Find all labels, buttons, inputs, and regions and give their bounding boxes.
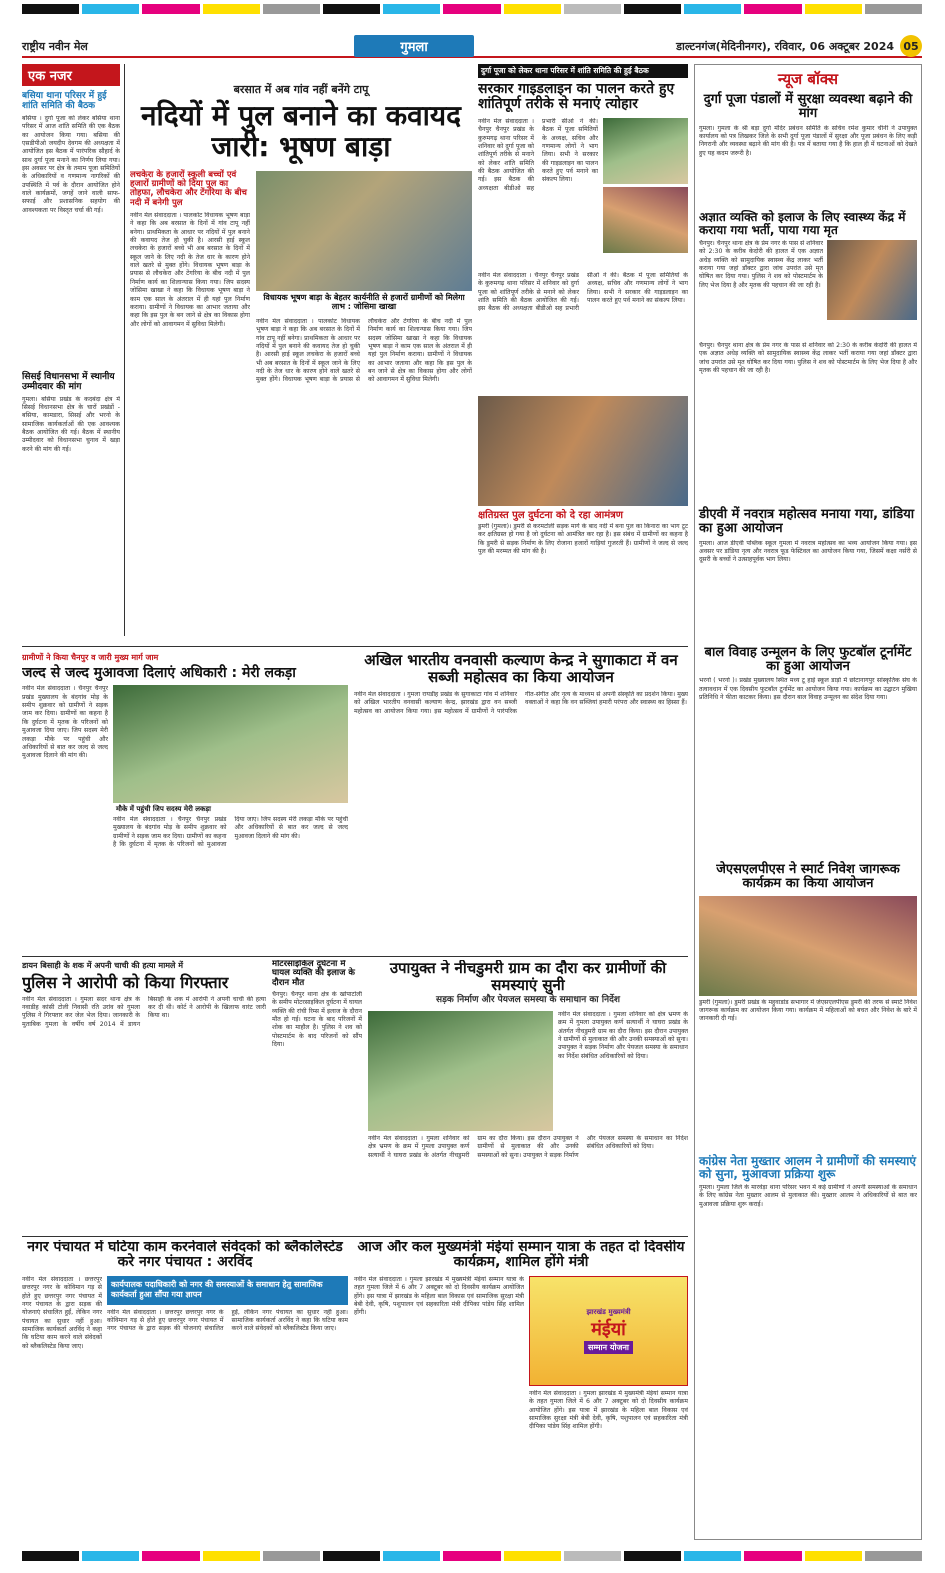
lead-photo-caption: विधायक भूषण बाड़ा के बेहतर कार्यनीति से हजारों ग्रामीणों को मिलेगा लाभ : जोसिमा खाखा [256, 291, 472, 314]
murder-story [22, 960, 266, 1234]
poster-line1: झारखंड मुख्यमंत्री [586, 1307, 631, 1316]
guideline-photo-2 [603, 187, 688, 253]
nb-item2-body-cont: चैनपुर। चैनपुर थाना क्षेत्र के प्रेम नगर के पास से शनिवार को 2:30 के करीब केदोरी की हालत में एक अज्ञात अधेड़ व्यक्ति को सामुदायिक स्वास्थ्य केंद्र लाकर भर्ती कराया गया जहां डॉक्टर द्वारा जांच उपरांत उसे मृत घोषित कर दिया गया। पुलिस ने शव को पोस्टमार्टम के लिए भेज दिया है और मृतक की पहचान की जा रही है। [699, 341, 917, 375]
murder-body: नवीन मेल संवाददाता । गुमला सदर थाना क्षेत्र के नवाडीह कांसी टोली निवासी रति उरांव को गुमला पुलिस ने गिरफ्तार कर जेल भेज दिया। जानकारी के मुताबिक गुमला के वर्षीय वर्ष 2014 में डायन बिसाही के शक में आरोपी ने अपनी चाची की हत्या कर दी थी। कोर्ट ने आरोपी के खिलाफ वारंट जारी किया था। [22, 995, 266, 1028]
cm-yatra-story [354, 1240, 688, 1540]
blacklist-story [22, 1240, 348, 1540]
compensation-photo [113, 685, 348, 803]
nb-item5-body: डुमरी (गुमला)। डुमरी प्रखंड के महुवाडांड सभागार में जेएसएलपीएस डुमरी की तरफ से स्मार्ट निवेश जागरूक कार्यक्रम का आयोजन किया गया। कार्यक्रम में महिलाओं को बचत और निवेश के बारे में जानकारी दी गई। [699, 998, 917, 1023]
nb-item5-headline: जेएसएलपीएस ने स्मार्ट निवेश जागरूक कार्यक्रम का किया आयोजन [716, 862, 900, 892]
page-masthead [22, 36, 922, 58]
section-divider [22, 646, 688, 647]
guideline-kicker: दुर्गा पूजा को लेकर थाना परिसर में शांति समिति की हुई बैठक [478, 64, 688, 78]
brief1-body: बसिया । दुर्गा पूजा को लेकर बसिया थाना परिसर में आज शांति समिति की एक बैठक का आयोजन किया गया। बसिया की एसडीपीओ जयदीप देवगम की अध्यक्षता में आयोजित इस बैठक में पारंपरिक सौहार्द के साथ दुर्गा पूजा मनाने का निर्णय लिया गया। इस अवसर पर क्षेत्र के तमाम पूजा समितियों के अधिकारियों व गणमान्य नागरिकों की उपस्थिति में पर्व के दौरान आयोजित होने वाले कार्यक्रमों, जगहें जाने वाली साफ-सफाई और प्रशासनिक सहयोग की आवश्यकता पर विस्तृत चर्चा की गई। [22, 114, 120, 214]
dc-body-cont: नवीन मेल संवाददाता । गुमला शनिवार को क्षेत्र भ्रमण के क्रम में गुमला उपायुक्त कर्ण सत्यार्थी ने घाघरा प्रखंड के अंतर्गत नीचडुमरी ग्राम का दौरा किया। इस दौरान उपायुक्त ने ग्रामीणों से मुलाकात की और उनकी समस्याओं को सुना। उपायुक्त ने सड़क निर्माण और पेयजल समस्या के समाधान का निर्देश संबंधित अधिकारियों को दिया। [368, 1134, 688, 1159]
nb-item4-body: भरनो ( भरनो )। प्रखंड मुख्यालय स्थित मध्य टू हाई स्कूल डाड़ो में छोटानागपुर सांस्कृतिक संघ के तत्वावधान में एक दिवसीय फुटबॉल टूर्नामेंट का आयोजन किया गया। कार्यक्रम का उद्घाटन मुखिया प्रतिनिधि ने फीता काटकर किया। इस दौरान बाल विवाह उन्मूलन का संदेश दिया गया। [699, 677, 917, 701]
cm-body-cont: नवीन मेल संवाददाता । गुमला झारखंड में मुख्यमंत्री मंईयां सम्मान यात्रा के तहत गुमला जिले में 6 और 7 अक्टूबर को दो दिवसीय कार्यक्रम आयोजित होंगे। इस यात्रा में झारखंड के महिला बाल विकास एवं सामाजिक सुरक्षा मंत्री बेबी देवी, कृषि, पशुपालन एवं सहकारिता मंत्री दीपिका पांडेय सिंह शामिल होंगी। [529, 1389, 688, 1431]
poster-line2: मंईयां [591, 1318, 626, 1340]
page-number-badge: 05 [900, 35, 922, 57]
guideline-headline: सरकार गाइडलाइन का पालन करते हुए शांतिपूर्ण तरीके से मनाएं त्योहार [478, 81, 675, 113]
nb-item2-body: चैनपुर। चैनपुर थाना क्षेत्र के प्रेम नगर के पास से शनिवार को 2:30 के करीब केदोरी की हालत में एक अज्ञात अधेड़ व्यक्ति को सामुदायिक स्वास्थ्य केंद्र लाकर भर्ती कराया गया जहां डॉक्टर द्वारा जांच उपरांत उसे मृत घोषित कर दिया गया। पुलिस ने शव को पोस्टमार्टम के लिए भेज दिया है और मृतक की पहचान की जा रही है। [699, 239, 823, 289]
dc-body: नवीन मेल संवाददाता । गुमला शनिवार को क्षेत्र भ्रमण के क्रम में गुमला उपायुक्त कर्ण सत्यार्थी ने घाघरा प्रखंड के अंतर्गत नीचडुमरी ग्राम का दौरा किया। इस दौरान उपायुक्त ने ग्रामीणों से मुलाकात की और उनकी समस्याओं को सुना। उपायुक्त ने सड़क निर्माण और पेयजल समस्या के समाधान का निर्देश संबंधित अधिकारियों को दिया। [558, 1010, 688, 1060]
cm-headline: आज और कल मुख्यमंत्री मंईयां सम्मान यात्रा के तहत दो दिवसीय कार्यक्रम, शामिल होंगे मंत्री [357, 1240, 685, 1271]
lead-photo [256, 171, 472, 291]
column-divider [124, 64, 125, 636]
compensation-body: नवीन मेल संवाददाता । चैनपुर चैनपुर प्रखंड मुख्यालय के बंदगांव मोड़ के समीप शुक्रवार को ग्रामीणों ने सड़क जाम कर दिया। ग्रामीणों का कहना है कि दुर्घटना में मृतक के परिजनों को मुआवजा दिया जाए। जिप सदस्य मेरी लकड़ा मौके पर पहुंची और अधिकारियों से बात कर जल्द से जल्द मुआवजा दिलाने की मांग की। [22, 685, 108, 760]
ek-nazar-label: एक नजर [22, 64, 120, 86]
forest-headline: अखिल भारतीय वनवासी कल्याण केन्द्र ने सुगाकाटा में वन सब्जी महोत्सव का किया आयोजन [364, 652, 678, 686]
maiyan-samman-poster [529, 1276, 688, 1386]
dc-subhead: सड़क निर्माण और पेयजल समस्या के समाधान का निर्देश [436, 995, 620, 1005]
brief2-headline: सिसई विधानसभा में स्थानीय उम्मीदवार की मांग [22, 371, 115, 392]
compensation-headline: जल्द से जल्द मुआवजा दिलाएं अधिकारी : मेरी लकड़ा [22, 665, 296, 681]
news-box-label: न्यूज बॉक्स [777, 70, 839, 88]
section-divider [22, 956, 688, 957]
dc-visit-story [368, 960, 688, 1234]
nb-item6-headline: कांग्रेस नेता मुख्तार आलम ने ग्रामीणों की समस्याएं को सुना, मुआवजा प्रक्रिया शुरू [699, 1153, 916, 1181]
accident-body: चैनपुर। चैनपुर थाना क्षेत्र के खोपाटोली के समीप मोटरसाइकिल दुर्घटना में घायल व्यक्ति की रांची रिम्स में इलाज के दौरान मौत हो गई। घटना के बाद परिजनों में शोक का माहौल है। पुलिस ने शव को पोस्टमार्टम के बाद परिजनों को सौंप दिया। [272, 991, 362, 1049]
dc-headline: उपायुक्त ने नीचडुमरी ग्राम का दौरा कर ग्रामीणों की समस्याएं सुनी [389, 960, 667, 994]
lead-subhead: लचकेरा के हजारों स्कूली बच्चों एवं हजारों ग्रामीणों को दिया पुल का तोहफा, लौचकेरा और टेंगरिया के बीच नदी में बनेगी पुल [130, 169, 247, 208]
lead-headline: नदियों में पुल बनाने का कवायद जारी: भूषण बाड़ा [140, 99, 462, 163]
registration-color-bar-bottom [22, 1551, 922, 1561]
forest-body: नवीन मेल संवाददाता । गुमला रायडीह प्रखंड के सुगाकाटा गांव में शनिवार को अखिल भारतीय वनवासी कल्याण केन्द्र, झारखंड द्वारा वन सब्जी महोत्सव का आयोजन किया गया। इस महोत्सव में ग्रामीणों ने पारंपरिक गीत-संगीत और नृत्य के माध्यम से अपनी संस्कृति का प्रदर्शन किया। मुख्य वक्ताओं ने कहा कि वन सब्जियां हमारी परंपरा और स्वास्थ्य का हिस्सा हैं। [354, 691, 688, 715]
news-box-column [694, 64, 922, 1540]
murder-kicker: डायन बिसाही के शक में अपनी चाची की हत्या मामले में [22, 961, 184, 970]
compensation-body-cont: नवीन मेल संवाददाता । चैनपुर चैनपुर प्रखंड मुख्यालय के बंदगांव मोड़ के समीप शुक्रवार को ग्रामीणों ने सड़क जाम कर दिया। ग्रामीणों का कहना है कि दुर्घटना में मृतक के परिजनों को मुआवजा दिया जाए। जिप सदस्य मेरी लकड़ा मौके पर पहुंची और अधिकारियों से बात कर जल्द से जल्द मुआवजा दिलाने की मांग की। [113, 815, 348, 848]
blacklist-body: नवीन मेल संवाददाता । छत्तरपुर छत्तरपुर नगर के कोविमान गड़ से होते हुए छत्तरपुर नगर पंचायत में नगर पंचायत के द्वारा सड़क की योजनाएं संचालित हुईं, लेकिन नगर पंचायत का सुधार नहीं हुआ। सामाजिक कार्यकर्ता अरविंद ने कहा कि घटिया काम करने वाले संवेदकों को ब्लैकलिस्टेड किया जाए। [22, 1275, 102, 1350]
compensation-kicker: ग्रामीणों ने किया चैनपुर व जारी मुख्य मार्ग जाम [22, 653, 159, 662]
guideline-story [478, 64, 688, 644]
section-divider [22, 1236, 688, 1237]
guideline-body: नवीन मेल संवाददाता । चैनपुर चैनपुर प्रखंड के कुरुमगढ़ थाना परिसर में शनिवार को दुर्गा पूजा को शांतिपूर्ण तरीके से मनाने को लेकर शांति समिति की बैठक आयोजित की गई। इस बैठक की अध्यक्षता बीडीओ सह प्रभारी सीओ ने की। बैठक में पूजा समितियों के अध्यक्ष, सचिव और गणमान्य लोगों ने भाग लिया। सभी ने सरकार की गाइडलाइन का पालन करते हुए पर्व मनाने का संकल्प लिया। [478, 117, 598, 192]
blacklist-quote-box: कार्यपालक पदाधिकारी को नगर की समस्याओं के समाधान हेतु सामाजिक कार्यकर्ता हुआ सौंपा गया ज्ञापन [107, 1276, 348, 1305]
nb-item4-headline: बाल विवाह उन्मूलन के लिए फुटबॉल टूर्नामेंट का हुआ आयोजन [704, 644, 912, 674]
blacklist-headline: नगर पंचायत में घटिया काम करनेवाले संवेदकों को ब्लैकलिस्टेड करे नगर पंचायत : अरविंद [27, 1240, 343, 1271]
ek-nazar-column [22, 64, 120, 636]
dc-photo [368, 1011, 553, 1131]
bridge-photo [478, 396, 688, 506]
brief1-headline: बसिया थाना परिसर में हुई शांति समिति की बैठक [22, 91, 107, 111]
nb-item6-body: गुमला। गुमला जिले के मारवेड़ा थाना परिसर भवन में कई ग्रामीणों ने अपनी समस्याओं के समाधान के लिए कांग्रेस नेता मुख्तार आलम से मुलाकात की। मुख्तार आलम ने अधिकारियों से बात कर मुआवजा प्रक्रिया शुरू कराई। [699, 1184, 917, 1208]
lead-kicker: बरसात में अब गांव नहीं बनेंगे टापू [233, 83, 369, 96]
compensation-photo-caption: मौके में पहुंची जिप सदस्य मेरी लकड़ा [113, 803, 348, 815]
guideline-photo-1 [603, 118, 688, 184]
nb-item3-body: गुमला। आज डीएवी पब्लिक स्कूल गुमला में नवरात्र महोत्सव का भव्य आयोजन किया गया। इस अवसर पर डांडिया नृत्य और नवरात्र फूड फेस्टिवल का आयोजन किया गया, जिसमें कक्षा नर्सरी से दूसरी के बच्चों ने उत्साहपूर्वक भाग लिया। [699, 539, 917, 564]
compensation-story [22, 652, 348, 952]
guideline-body-cont: नवीन मेल संवाददाता । चैनपुर चैनपुर प्रखंड के कुरुमगढ़ थाना परिसर में शनिवार को दुर्गा पूजा को शांतिपूर्ण तरीके से मनाने को लेकर शांति समिति की बैठक आयोजित की गई। इस बैठक की अध्यक्षता बीडीओ सह प्रभारी सीओ ने की। बैठक में पूजा समितियों के अध्यक्ष, सचिव और गणमान्य लोगों ने भाग लिया। सभी ने सरकार की गाइडलाइन का पालन करते हुए पर्व मनाने का संकल्प लिया। [478, 271, 688, 313]
nb-item1-body: गुमला। गुमला के श्री बड़ा दुर्गा मंदिर प्रबंधन समिति के सचिव रमेश कुमार चीनी ने उपायुक्त कार्यालय को पत्र लिखकर जिले के सभी दुर्गा पूजा पंडालों में सुरक्षा और पूजा प्रबंधन के लिए कड़ी निगरानी और व्यवस्था बढ़ाने की मांग की है। पत्र में बताया गया है कि हाल ही में घटनाओं को देखते हुए यह कदम जरूरी है। [699, 124, 917, 157]
lead-body-col1: नवीन मेल संवाददाता । पालकोट विधायक भूषण बाड़ा ने कहा कि अब बरसात के दिनों में गांव टापू नहीं बनेगा। प्राथमिकता के आधार पर नदियों में पुल बनाने की कवायद तेज हो चुकी है। आरसी हाई स्कूल लचकेरा के हजारों बच्चे भी अब बरसात के दिनों में स्कूल जाने के लिए नदी के तेज धार के कारण होने वाले खतरे से मुक्त होंगे। विधायक भूषण बाड़ा के प्रयास से लौचकेरा और टेंगरिया के बीच नदी में पुल निर्माण कार्य का शिलान्यास किया गया। जिप सदस्य जोसिमा खाखा ने कहा कि विधायक भूषण बाड़ा ने काम एक साल के अंतराल में ही यहां पुल निर्माण कराया। ग्रामीणों ने विधायक का आभार जताया और कहा कि इस पुल के बन जाने से क्षेत्र का विकास होगा और लोगों को आवागमन में सुविधा मिलेगी। [130, 211, 250, 328]
registration-color-bar-top [22, 4, 922, 14]
lead-story [130, 82, 472, 640]
bridge-body: डुमरी (गुमला)। डुमरी से करमटोली सड़क मार्ग के बाद नदी में बना पुल का किनारा का भाग टूट कर क्षतिग्रस्त हो गया है जो दुर्घटना को आमंत्रित कर रहा है। इस संबंध में ग्रामीणों का कहना है कि डुमरी से सड़क निर्माण के लिए रोजाना हजारों गाड़ियां गुजरती हैं। ग्रामीणों ने जल्द से जल्द पुल की मरम्मत की मांग की है। [478, 522, 688, 555]
paper-name: राष्ट्रीय नवीन मेल [22, 39, 88, 53]
nb-item3-headline: डीएवी में नवरात्र महोत्सव मनाया गया, डांडिया का हुआ आयोजन [699, 506, 915, 537]
forest-vegetable-story [354, 652, 688, 952]
bridge-headline: क्षतिग्रस्त पुल दुर्घटना को दे रहा आमंत्रण [478, 509, 623, 521]
nb-item2-headline: अज्ञात व्यक्ति को इलाज के लिए स्वास्थ्य केंद्र में कराया गया भर्ती, पाया गया मृत [699, 209, 906, 237]
accident-story [272, 960, 362, 1234]
section-title: गुमला [354, 35, 473, 57]
murder-headline: पुलिस ने आरोपी को किया गिरफ्तार [22, 973, 229, 992]
nb-item2-photo [827, 240, 917, 320]
brief2-body: गुमला। बसिया प्रखंड के कदबंदा क्षेत्र में सिसई विधानसभा क्षेत्र के चारों प्रखंडों - बसिया, कामडारा, सिसई और भरनो के सामाजिक कार्यकर्ताओं की एक आवश्यक बैठक आयोजित की गई। बैठक में स्थानीय उम्मीदवार को विधानसभा चुनाव में खड़ा करने की मांग की गई। [22, 395, 120, 453]
poster-line3: सम्मान योजना [584, 1341, 633, 1354]
cm-body: नवीन मेल संवाददाता । गुमला झारखंड में मुख्यमंत्री मंईयां सम्मान यात्रा के तहत गुमला जिले में 6 और 7 अक्टूबर को दो दिवसीय कार्यक्रम आयोजित होंगे। इस यात्रा में झारखंड के महिला बाल विकास एवं सामाजिक सुरक्षा मंत्री बेबी देवी, कृषि, पशुपालन एवं सहकारिता मंत्री दीपिका पांडेय सिंह शामिल होंगी। [354, 1275, 524, 1317]
nb-item5-photo [699, 896, 917, 996]
lead-body-col2: नवीन मेल संवाददाता । पालकोट विधायक भूषण बाड़ा ने कहा कि अब बरसात के दिनों में गांव टापू नहीं बनेगा। प्राथमिकता के आधार पर नदियों में पुल बनाने की कवायद तेज हो चुकी है। आरसी हाई स्कूल लचकेरा के हजारों बच्चे भी अब बरसात के दिनों में स्कूल जाने के लिए नदी के तेज धार के कारण होने वाले खतरे से मुक्त होंगे। विधायक भूषण बाड़ा के प्रयास से लौचकेरा और टेंगरिया के बीच नदी में पुल निर्माण कार्य का शिलान्यास किया गया। जिप सदस्य जोसिमा खाखा ने कहा कि विधायक भूषण बाड़ा ने काम एक साल के अंतराल में ही यहां पुल निर्माण कराया। ग्रामीणों ने विधायक का आभार जताया और कहा कि इस पुल के बन जाने से क्षेत्र का विकास होगा और लोगों को आवागमन में सुविधा मिलेगी। [256, 317, 472, 384]
dateline: डाल्टनगंज(मेदिनीनगर), रविवार, 06 अक्टूबर 2024 [676, 39, 894, 53]
accident-headline: मोटरसाइकिल दुर्घटना में घायल व्यक्ति की इलाज के दौरान मौत [272, 960, 355, 988]
nb-item1-headline: दुर्गा पूजा पंडालों में सुरक्षा व्यवस्था बढ़ाने की मांग [703, 92, 913, 122]
blacklist-body-cont: नवीन मेल संवाददाता । छत्तरपुर छत्तरपुर नगर के कोविमान गड़ से होते हुए छत्तरपुर नगर पंचायत में नगर पंचायत के द्वारा सड़क की योजनाएं संचालित हुईं, लेकिन नगर पंचायत का सुधार नहीं हुआ। सामाजिक कार्यकर्ता अरविंद ने कहा कि घटिया काम करने वाले संवेदकों को ब्लैकलिस्टेड किया जाए। [107, 1308, 348, 1333]
